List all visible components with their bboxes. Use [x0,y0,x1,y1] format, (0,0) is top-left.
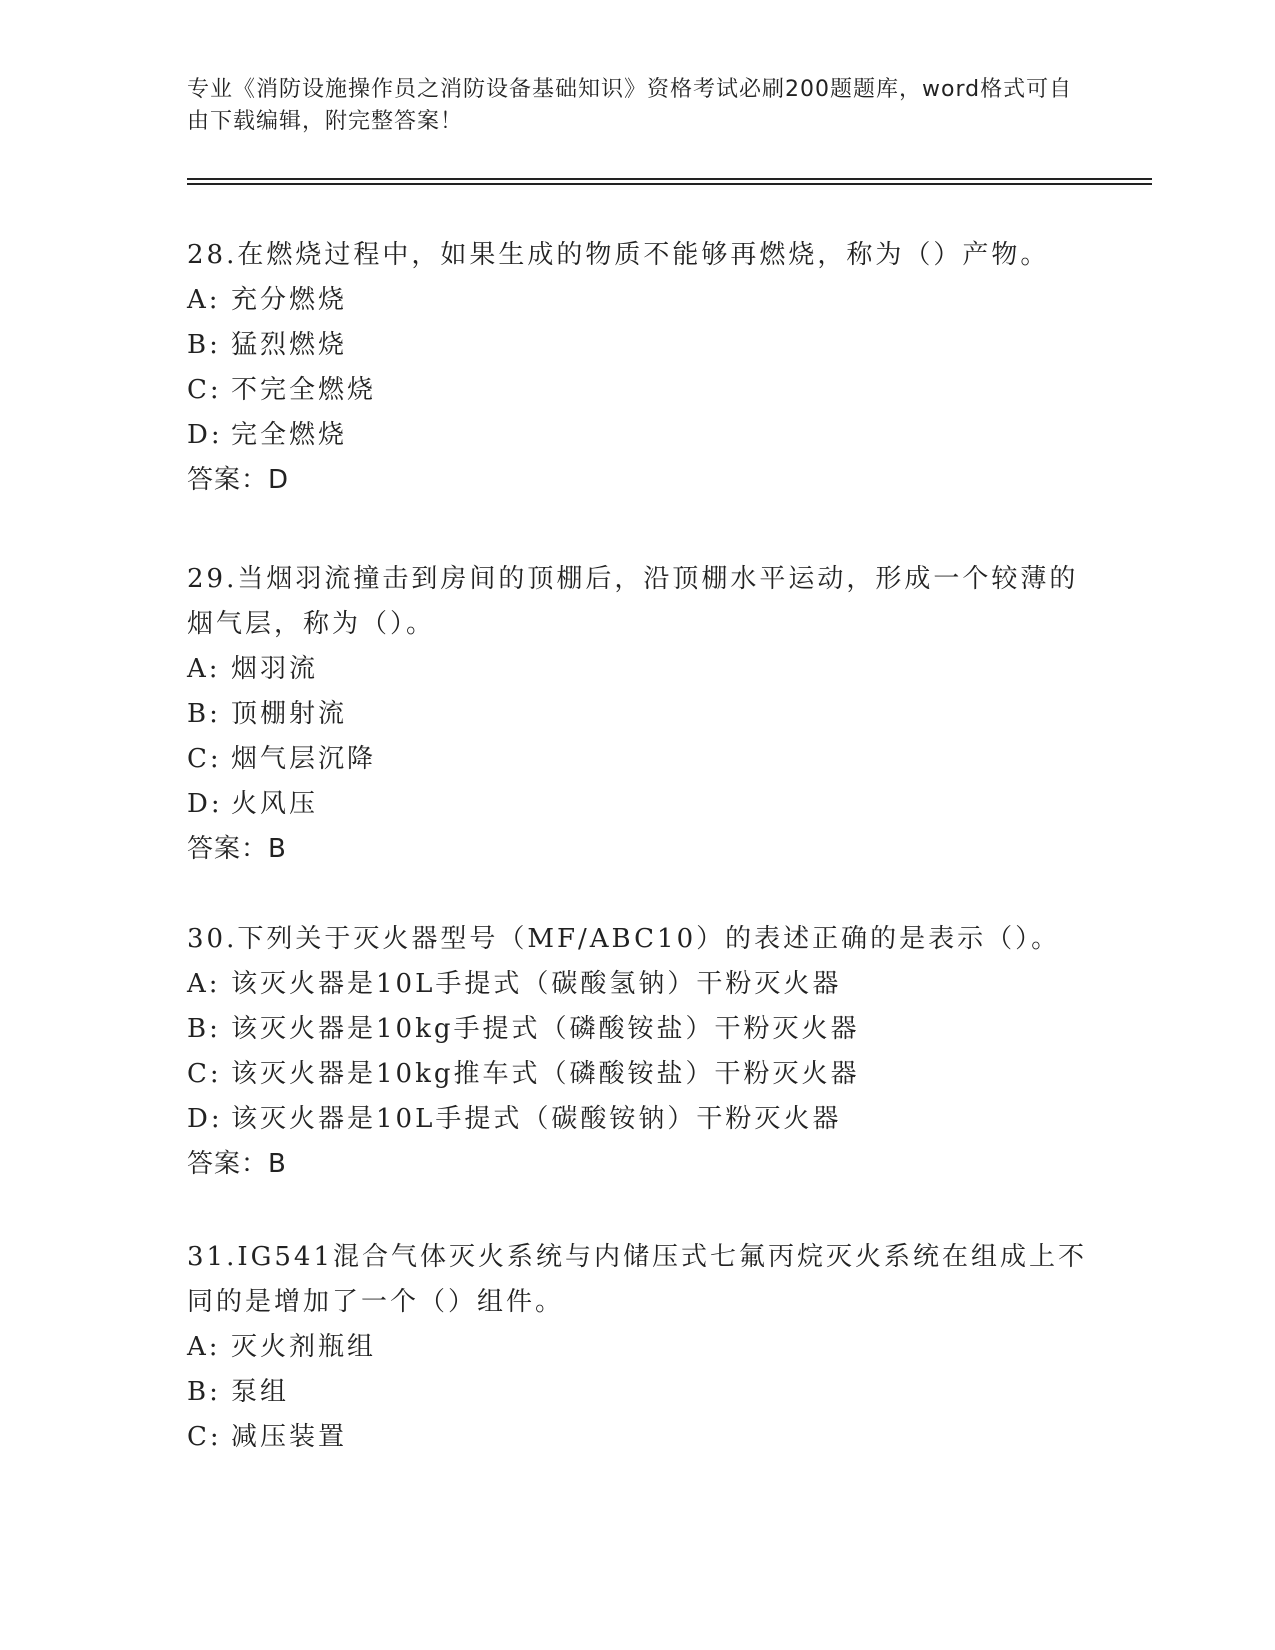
option-letter: C: [187,1422,222,1452]
option-text: 该灭火器是10L手提式（碳酸铵钠）干粉灭火器 [231,1104,842,1134]
option-b [187,323,1087,368]
option-text: 该灭火器是10kg手提式（磷酸铵盐）干粉灭火器 [231,1014,860,1044]
option-text: 该灭火器是10kg推车式（磷酸铵盐）干粉灭火器 [231,1059,860,1089]
option-a [187,278,1087,323]
option-letter: A: [187,1332,221,1362]
option-text: 猛烈燃烧 [231,330,348,360]
option-text: 该灭火器是10L手提式（碳酸氢钠）干粉灭火器 [231,969,842,999]
option-text: 充分燃烧 [231,285,348,315]
option-text: 灭火剂瓶组 [231,1332,377,1362]
option-text: 不完全燃烧 [231,375,377,405]
header-divider-bottom [187,183,1152,185]
option-d [187,782,1087,827]
option-c [187,368,1087,413]
option-letter: C: [187,1059,222,1089]
option-text: 泵组 [231,1377,290,1407]
option-letter: B: [187,330,221,360]
option-letter: A: [187,969,221,999]
header-divider-top [187,178,1152,180]
answer-label: 答案：B [187,1149,287,1179]
option-letter: A: [187,285,221,315]
option-a [187,1325,1087,1370]
option-text: 烟羽流 [231,654,319,684]
option-text: 减压装置 [231,1422,348,1452]
option-c [187,1415,1087,1460]
document-header: 专业《消防设施操作员之消防设备基础知识》资格考试必刷200题题库，word格式可自由下载编辑，附完整答案！ [187,77,1073,134]
option-b [187,1007,1087,1052]
option-text: 完全燃烧 [231,420,348,450]
question-30 [187,917,1087,1187]
question-stem: 28.在燃烧过程中，如果生成的物质不能够再燃烧，称为（）产物。 [187,240,1050,270]
option-text: 顶棚射流 [231,699,348,729]
option-letter: C: [187,744,222,774]
answer-label: 答案：B [187,834,287,864]
option-letter: D: [187,1104,223,1134]
option-c [187,737,1087,782]
question-31 [187,1235,1087,1460]
question-stem: 29.当烟羽流撞击到房间的顶棚后，沿顶棚水平运动，形成一个较薄的烟气层，称为（）。 [187,564,1079,639]
option-letter: B: [187,699,221,729]
option-a [187,647,1087,692]
option-text: 火风压 [231,789,319,819]
option-letter: B: [187,1377,221,1407]
option-b [187,1370,1087,1415]
option-d [187,1097,1087,1142]
answer-label: 答案：D [187,465,290,495]
option-c [187,1052,1087,1097]
option-letter: C: [187,375,222,405]
option-a [187,962,1087,1007]
option-letter: D: [187,420,223,450]
option-letter: A: [187,654,221,684]
question-stem: 30.下列关于灭火器型号（MF/ABC10）的表述正确的是表示（）。 [187,924,1061,954]
question-stem: 31.IG541混合气体灭火系统与内储压式七氟丙烷灭火系统在组成上不同的是增加了一个（）组件。 [187,1242,1088,1317]
option-d [187,413,1087,458]
question-28 [187,233,1087,503]
option-b [187,692,1087,737]
option-letter: D: [187,789,223,819]
question-29 [187,557,1087,872]
option-text: 烟气层沉降 [231,744,377,774]
option-letter: B: [187,1014,221,1044]
